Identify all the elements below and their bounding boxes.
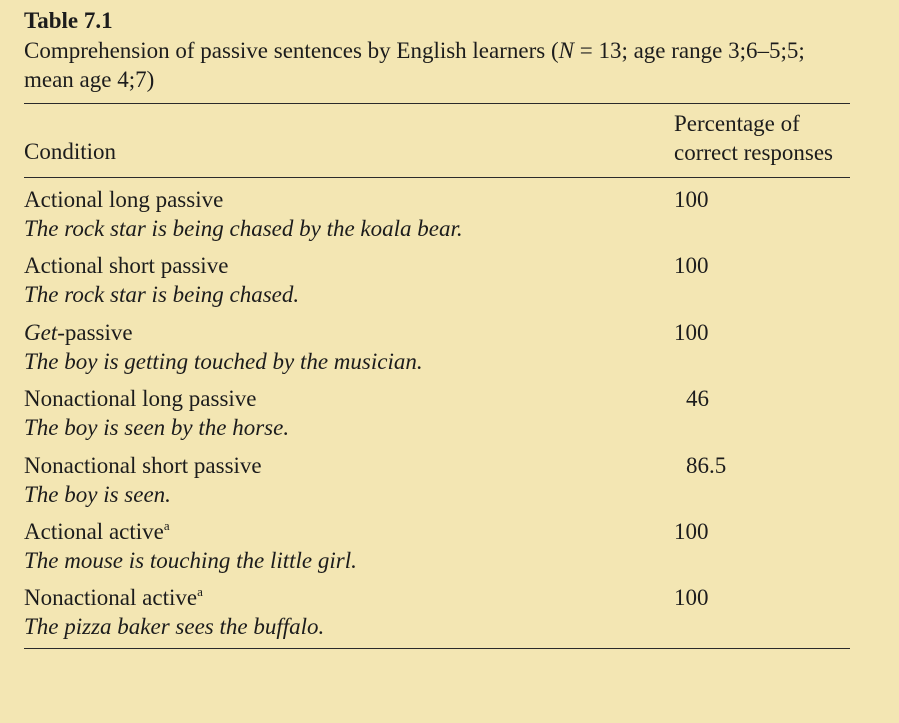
- example-sentence: The rock star is being chased by the koala bear.: [24, 216, 463, 241]
- condition-label-italic: Get: [24, 319, 58, 345]
- condition-label: Nonactional short passive: [24, 452, 262, 478]
- percentage-value: 100: [674, 585, 709, 611]
- condition-name: [24, 384, 257, 413]
- table-label: Table 7.1: [24, 8, 113, 33]
- condition-name: [24, 185, 223, 214]
- table-caption: [24, 36, 850, 94]
- table-row: [24, 251, 850, 317]
- example-sentence: The mouse is touching the little girl.: [24, 547, 357, 573]
- condition-name: [24, 318, 133, 347]
- column-header-percentage-line1: Percentage of: [674, 111, 800, 136]
- condition-name: [24, 517, 170, 546]
- condition-label: -passive: [57, 319, 133, 345]
- example-sentence: The boy is seen.: [24, 481, 171, 507]
- example-sentence: The rock star is being chased.: [24, 282, 300, 308]
- table-row: [24, 318, 850, 384]
- condition-name: [24, 583, 203, 612]
- condition-label: Nonactional active: [24, 585, 198, 611]
- table-row: [24, 185, 850, 251]
- percentage-value: 100: [674, 253, 709, 279]
- condition-name: [24, 251, 228, 280]
- percentage-value: 100: [674, 518, 709, 544]
- caption-part-2: = 13; age range 3;6–5;5; mean age 4;7): [24, 38, 805, 92]
- condition-label: Nonactional long passive: [24, 386, 257, 412]
- condition-name: [24, 451, 262, 480]
- table-container: [24, 6, 850, 649]
- percentage-value: 100: [674, 319, 709, 345]
- percentage-value: 46: [686, 386, 709, 412]
- footnote-marker: a: [163, 517, 170, 533]
- column-header-condition: Condition: [24, 139, 117, 164]
- column-header-percentage-line2: correct responses: [674, 140, 834, 165]
- condition-label: Actional active: [24, 518, 164, 544]
- caption-n-symbol: N: [558, 38, 574, 63]
- caption-part-1: Comprehension of passive sentences by English learners (: [24, 38, 559, 63]
- table-body: [24, 178, 850, 650]
- percentage-value: 100: [674, 187, 709, 212]
- condition-label: Actional short passive: [24, 253, 229, 279]
- table-row: [24, 517, 850, 583]
- table-header: [24, 104, 850, 177]
- column-header-percentage: [674, 109, 833, 167]
- table-row: [24, 583, 850, 649]
- table-row: [24, 384, 850, 450]
- example-sentence: The boy is seen by the horse.: [24, 415, 290, 441]
- example-sentence: The boy is getting touched by the musician.: [24, 348, 423, 374]
- condition-label: Actional long passive: [24, 187, 224, 212]
- example-sentence: The pizza baker sees the buffalo.: [24, 614, 325, 640]
- table-row: [24, 451, 850, 517]
- footnote-marker: a: [197, 584, 203, 600]
- percentage-value: 86.5: [686, 452, 727, 478]
